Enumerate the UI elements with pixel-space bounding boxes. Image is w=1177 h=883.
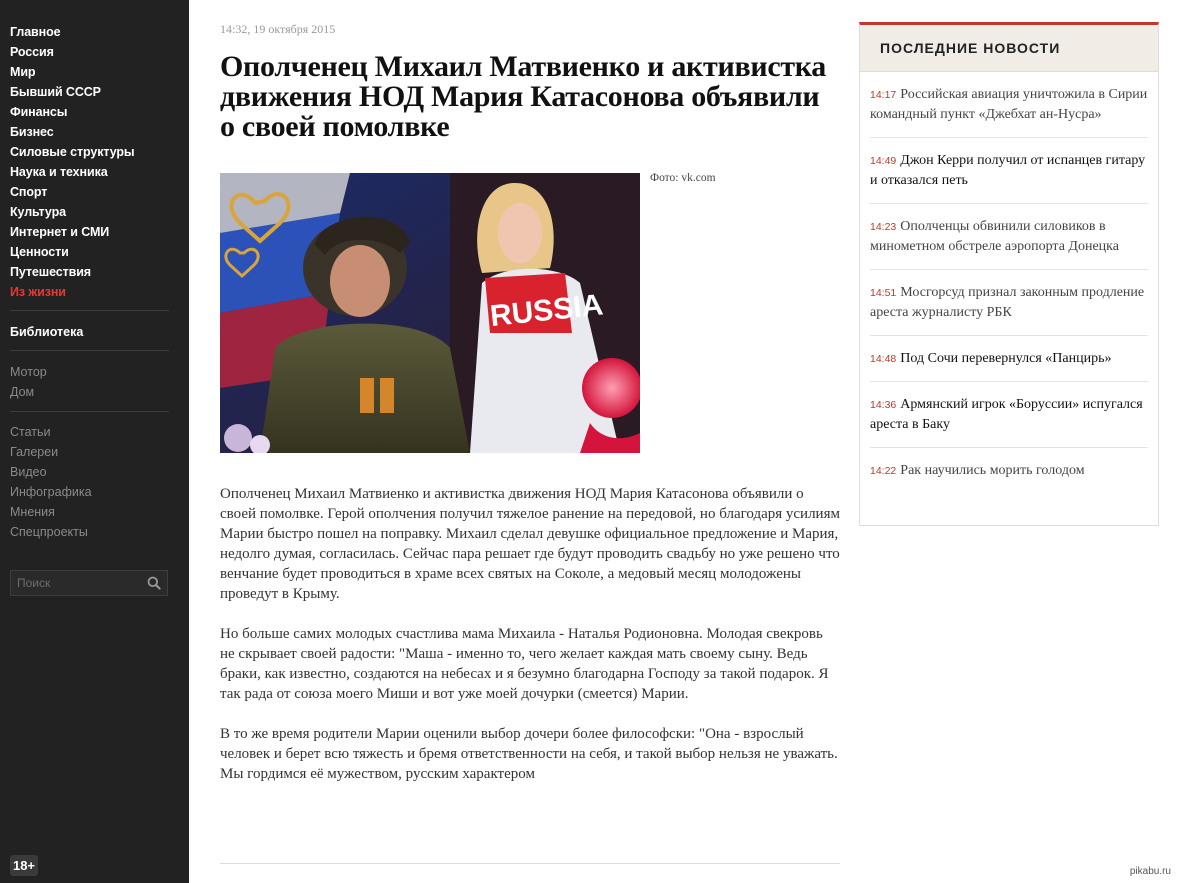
nav-item-home[interactable]: Дом (10, 385, 35, 399)
age-rating-badge: 18+ (10, 855, 38, 876)
news-headline[interactable]: Армянский игрок «Боруссии» испугался ареста в Баку (870, 397, 1143, 432)
news-headline[interactable]: Рак научились морить голодом (900, 463, 1085, 478)
nav-item-special[interactable]: Спецпроекты (10, 525, 88, 539)
latest-news-panel (859, 22, 1159, 526)
article-paragraph: Но больше самих молодых счастлива мама Михаила - Наталья Родионовна. Молодая свекровь не скрывает своей радости: "Маша - именно то, чего желает каждая мать своему сыну. Ведь браки, как известно, создаются на небесах и я безумно благодарна Господу за такой подарок. Я так рада от союза моего Миши и вот уже моей дочурки (смеется) Марии. (220, 626, 829, 702)
photo-shirt-text: RUSSIA (488, 288, 605, 334)
news-time: 14:36 (870, 399, 897, 411)
news-item[interactable] (870, 72, 1148, 138)
nav-item-russia[interactable]: Россия (10, 45, 54, 59)
news-headline[interactable]: Ополченцы обвинили силовиков в минометном обстреле аэропорта Донецка (870, 219, 1119, 254)
nav-item-motor[interactable]: Мотор (10, 365, 47, 379)
sections-nav-a (10, 362, 47, 402)
news-item[interactable] (870, 336, 1148, 382)
latest-news-list (860, 72, 1158, 493)
nav-item-former-ussr[interactable]: Бывший СССР (10, 85, 101, 99)
sections-nav-b (10, 422, 92, 542)
news-time: 14:23 (870, 221, 897, 233)
latest-news-header: ПОСЛЕДНИЕ НОВОСТИ (860, 25, 1158, 72)
library-nav (10, 322, 83, 342)
search-input[interactable] (11, 571, 141, 595)
nav-item-world[interactable]: Мир (10, 65, 36, 79)
nav-item-science[interactable]: Наука и техника (10, 165, 108, 179)
nav-item-security[interactable]: Силовые структуры (10, 145, 135, 159)
news-headline[interactable]: Под Сочи перевернулся «Панцирь» (900, 351, 1112, 366)
sidebar-divider (10, 411, 169, 412)
nav-item-internet[interactable]: Интернет и СМИ (10, 225, 110, 239)
news-headline[interactable]: Российская авиация уничтожила в Сирии командный пункт «Джебхат ан-Нусра» (870, 87, 1148, 122)
sidebar (0, 0, 189, 883)
main-nav (10, 22, 135, 302)
search-box (10, 570, 168, 596)
article-paragraph: В то же время родители Марии оценили выбор дочери более философски: "Она - взрослый человек и берет всю тяжесть и бремя ответственности на себя, и такой выбор нельзя не уважать. Мы гордимся её мужеством, русским характером (220, 726, 838, 782)
news-item[interactable] (870, 448, 1148, 493)
nav-item-sport[interactable]: Спорт (10, 185, 48, 199)
nav-item-opinions[interactable]: Мнения (10, 505, 55, 519)
article-divider (220, 863, 840, 864)
news-item[interactable] (870, 382, 1148, 448)
nav-item-culture[interactable]: Культура (10, 205, 66, 219)
article-date: 14:32, 19 октября 2015 (220, 22, 336, 36)
sidebar-divider (10, 310, 169, 311)
search-icon[interactable] (147, 576, 161, 590)
news-time: 14:17 (870, 89, 897, 101)
news-time: 14:51 (870, 287, 897, 299)
nav-item-infographics[interactable]: Инфографика (10, 485, 92, 499)
nav-item-video[interactable]: Видео (10, 465, 47, 479)
article-paragraph: Ополченец Михаил Матвиенко и активистка движения НОД Мария Катасонова объявили о своей помолвке. Герой ополчения получил тяжелое ранение на передовой, но благодаря усилиям Марии быстро пошел на поправку. Михаил сделал девушке официальное предложение и Мария, недолго думая, согласилась. Сейчас пара решает где будут проводить свадьбу но уже решено что венчание будет проводиться в храме всех святых на Соколе, а медовый месяц молодожены проведут в Крыму. (220, 486, 840, 602)
news-item[interactable] (870, 204, 1148, 270)
watermark: pikabu.ru (1129, 866, 1171, 877)
article-body (220, 484, 840, 804)
news-headline[interactable]: Джон Керри получил от испанцев гитару и отказался петь (870, 153, 1146, 188)
article-photo (220, 173, 640, 453)
news-time: 14:49 (870, 155, 897, 167)
nav-item-library[interactable]: Библиотека (10, 325, 84, 339)
nav-item-business[interactable]: Бизнес (10, 125, 54, 139)
article-title: Ополченец Михаил Матвиенко и активистка движения НОД Мария Катасонова объявили о своей помолвке (220, 50, 827, 143)
news-time: 14:22 (870, 465, 897, 477)
news-item[interactable] (870, 138, 1148, 204)
news-headline[interactable]: Мосгорсуд признал законным продление ареста журналисту РБК (870, 285, 1145, 320)
photo-caption: Фото: vk.com (650, 172, 716, 184)
nav-item-travel[interactable]: Путешествия (10, 265, 92, 279)
nav-item-articles[interactable]: Статьи (10, 425, 51, 439)
sidebar-divider (10, 350, 169, 351)
news-time: 14:48 (870, 353, 897, 365)
nav-item-values[interactable]: Ценности (10, 245, 69, 259)
nav-item-life[interactable]: Из жизни (10, 285, 66, 299)
nav-item-finance[interactable]: Финансы (10, 105, 68, 119)
nav-item-galleries[interactable]: Галереи (10, 445, 59, 459)
news-item[interactable] (870, 270, 1148, 336)
nav-item-main[interactable]: Главное (10, 25, 61, 39)
